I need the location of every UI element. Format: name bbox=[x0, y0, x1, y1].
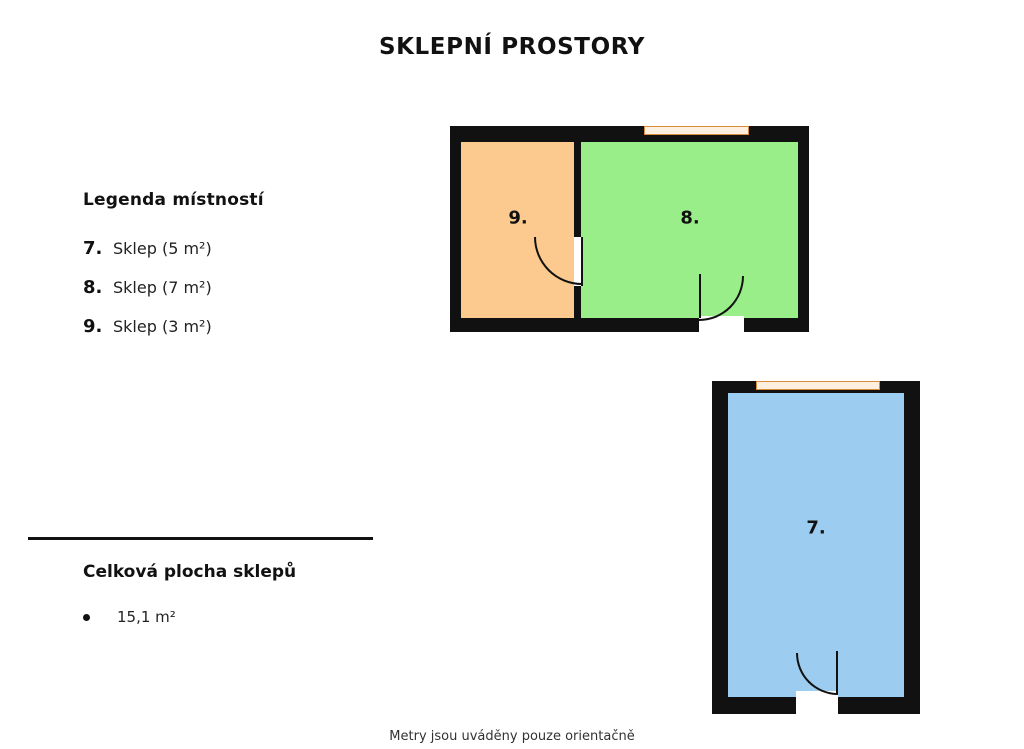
room-9-shape bbox=[461, 142, 574, 318]
room-7-number: 7. bbox=[806, 517, 826, 539]
room-9-number: 9. bbox=[508, 207, 528, 229]
legend-item-8 bbox=[83, 277, 413, 298]
room-7-shape bbox=[728, 393, 904, 697]
total-area-item bbox=[83, 608, 413, 626]
door-leaf-room-8 bbox=[699, 274, 701, 318]
door-leaf-room-7 bbox=[836, 651, 838, 694]
legend-item-number: 8. bbox=[83, 277, 103, 298]
room-8-shape bbox=[581, 142, 798, 318]
floorplan-lower bbox=[712, 381, 920, 714]
window-lower-plan bbox=[756, 381, 880, 390]
legend-heading: Legenda místností bbox=[83, 190, 264, 210]
floorplan-upper bbox=[450, 126, 809, 332]
section-divider bbox=[28, 537, 373, 540]
room-legend bbox=[83, 190, 413, 355]
total-area-block bbox=[83, 562, 413, 626]
legend-item-label: Sklep (5 m²) bbox=[113, 239, 212, 258]
legend-item-number: 9. bbox=[83, 316, 103, 337]
footer-note: Metry jsou uváděny pouze orientačně bbox=[389, 729, 635, 744]
legend-item-7 bbox=[83, 238, 413, 259]
legend-item-number: 7. bbox=[83, 238, 103, 259]
bullet-icon bbox=[83, 614, 90, 621]
total-area-value: 15,1 m² bbox=[117, 608, 176, 626]
window-upper-plan bbox=[644, 126, 749, 135]
page-title: SKLEPNÍ PROSTORY bbox=[378, 34, 646, 60]
legend-item-9 bbox=[83, 316, 413, 337]
total-area-heading: Celková plocha sklepů bbox=[83, 562, 297, 582]
door-leaf-room-9 bbox=[581, 237, 583, 286]
room-8-number: 8. bbox=[680, 207, 700, 229]
legend-item-label: Sklep (3 m²) bbox=[113, 317, 212, 336]
legend-item-label: Sklep (7 m²) bbox=[113, 278, 212, 297]
